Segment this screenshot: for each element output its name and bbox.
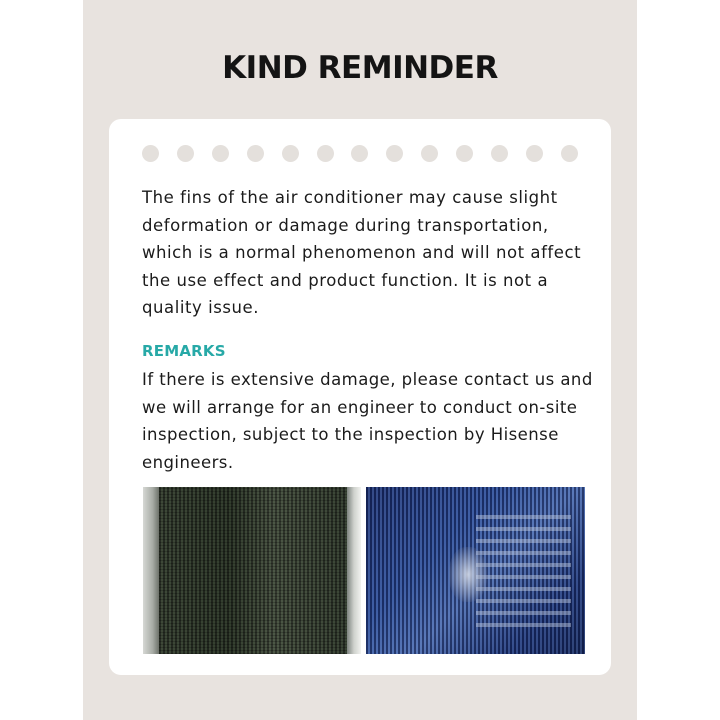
decorative-dot (456, 145, 473, 162)
page-title: KIND REMINDER (222, 50, 498, 86)
notice-line: deformation or damage during transportation, (142, 215, 549, 235)
decorative-dot (491, 145, 508, 162)
remarks-line: inspection, subject to the inspection by Hisense (142, 425, 559, 444)
notice-paragraph (142, 184, 592, 322)
remarks-line: we will arrange for an engineer to conduct on-site (142, 397, 578, 417)
remarks-heading: REMARKS (142, 342, 226, 360)
decorative-dot (177, 145, 194, 162)
decorative-dot (212, 145, 229, 162)
decorative-dot (247, 145, 264, 162)
window-frame-left (143, 487, 159, 654)
decorative-dot (526, 145, 543, 162)
notice-line: The fins of the air conditioner may cause slight (142, 188, 558, 207)
decorative-dot (282, 145, 299, 162)
decorative-dot (421, 145, 438, 162)
decorative-dot (142, 145, 159, 162)
reminder-card (109, 119, 611, 675)
damaged-fins-photo-right (366, 487, 585, 654)
notice-line: quality issue. (142, 298, 260, 317)
decorative-dot (561, 145, 578, 162)
decorative-dot (317, 145, 334, 162)
remarks-paragraph (142, 366, 597, 476)
copper-pipes (476, 507, 571, 627)
decorative-dots-row (142, 145, 580, 163)
decorative-dot (386, 145, 403, 162)
notice-line: which is a normal phenomenon and will not affect (142, 243, 582, 262)
remarks-line: engineers. (142, 452, 234, 472)
decorative-dot (351, 145, 368, 162)
window-frame-right (347, 487, 361, 654)
fin-dent (449, 547, 487, 602)
damaged-fins-photo-left (143, 487, 361, 654)
remarks-line: If there is extensive damage, please contact us and (142, 370, 593, 389)
notice-line: the use effect and product function. It is not a (142, 270, 549, 290)
